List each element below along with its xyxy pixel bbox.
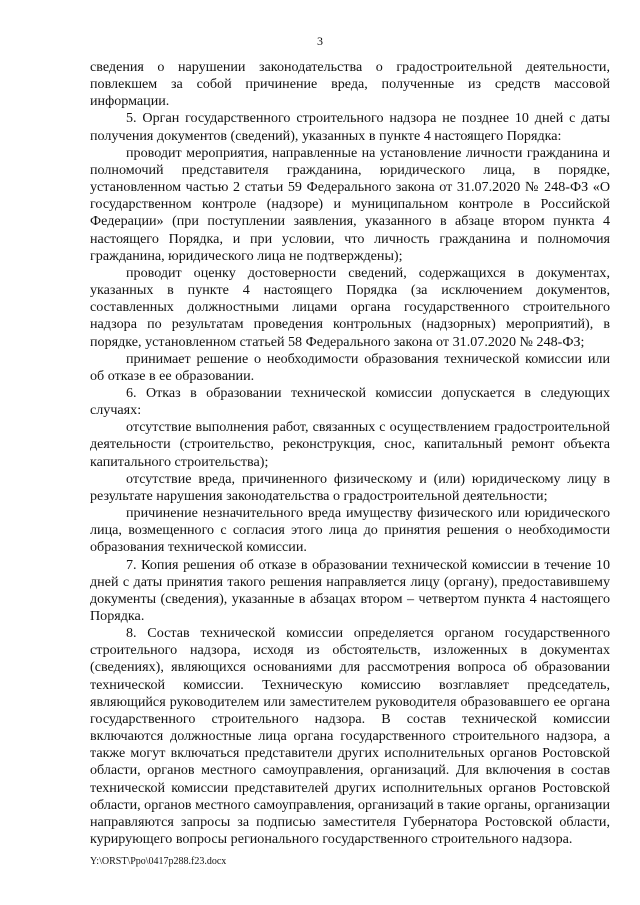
- paragraph-10: 7. Копия решения об отказе в образовании технической комиссии в течение 10 дней с даты принятия такого решения направляется лицу (органу), предоставившему документы (сведения), указанные в абзацах втором – четвертом пункта 4 настоящего Порядка.: [90, 556, 610, 624]
- paragraph-9: причинение незначительного вреда имуществу физического или юридического лица, возмещенного с согласия этого лица до принятия решения о необходимости образования технической комиссии.: [90, 505, 610, 556]
- paragraph-1: сведения о нарушении законодательства о градостроительной деятельности, повлекшем за собой причинение вреда, полученные из средств массовой информации.: [90, 59, 610, 110]
- paragraph-2: 5. Орган государственного строительного надзора не позднее 10 дней с даты получения документов (сведений), указанных в пункте 4 настоящего Порядка:: [90, 110, 610, 144]
- paragraph-5: принимает решение о необходимости образования технической комиссии или об отказе в ее образовании.: [90, 350, 610, 384]
- paragraph-8: отсутствие вреда, причиненного физическому и (или) юридическому лицу в результате нарушения законодательства о градостроительной деятельности;: [90, 470, 610, 504]
- page-number: 3: [317, 34, 323, 48]
- document-body: [90, 59, 610, 848]
- paragraph-6: 6. Отказ в образовании технической комиссии допускается в следующих случаях:: [90, 384, 610, 419]
- paragraph-4: проводит оценку достоверности сведений, содержащихся в документах, указанных в пункте 4 настоящего Порядка (за исключением документов, составленных должностными лицами органа государственного строительного надзора по результатам проведения контрольных (надзорных) мероприятий), в порядке, установленном статьей 58 Федерального закона от 31.07.2020 № 248-ФЗ;: [90, 264, 610, 350]
- paragraph-11: 8. Состав технической комиссии определяется органом государственного строительного надзора, исходя из обстоятельств, изложенных в документах (сведениях), являющихся основаниями для рассмотрения вопроса об образовании технической комиссии. Техническую комиссию возглавляет председатель, являющийся руководителем или заместителем руководителя образовавшего ее органа государственного строительного надзора. В состав технической комиссии включаются должностные лица органа государственного строительного надзора, а также могут включаться представители других исполнительных органов Ростовской области, органов местного самоуправления, организаций. Для включения в состав технической комиссии представителей других исполнительных органов Ростовской области, органов местного самоуправления, организаций в такие органы, организации направляются запросы за подписью заместителя Губернатора Ростовской области, курирующего вопросы регионального государственного строительного надзора.: [90, 625, 610, 848]
- paragraph-3: проводит мероприятия, направленные на установление личности гражданина и полномочий представителя гражданина, юридического лица, в порядке, установленном частью 2 статьи 59 Федерального закона от 31.07.2020 № 248-ФЗ «О государственном контроле (надзоре) и муниципальном контроле в Российской Федерации» (при поступлении заявления, указанного в абзаце втором пункта 4 настоящего Порядка, и при условии, что личность гражданина и полномочия гражданина, юридического лица не подтверждены);: [90, 144, 610, 264]
- paragraph-7: отсутствие выполнения работ, связанных с осуществлением градостроительной деятельности (строительство, реконструкция, снос, капитальный ремонт объекта капитального строительства);: [90, 419, 610, 470]
- footer-file-path: Y:\ORST\Ppo\0417p288.f23.docx: [90, 856, 227, 867]
